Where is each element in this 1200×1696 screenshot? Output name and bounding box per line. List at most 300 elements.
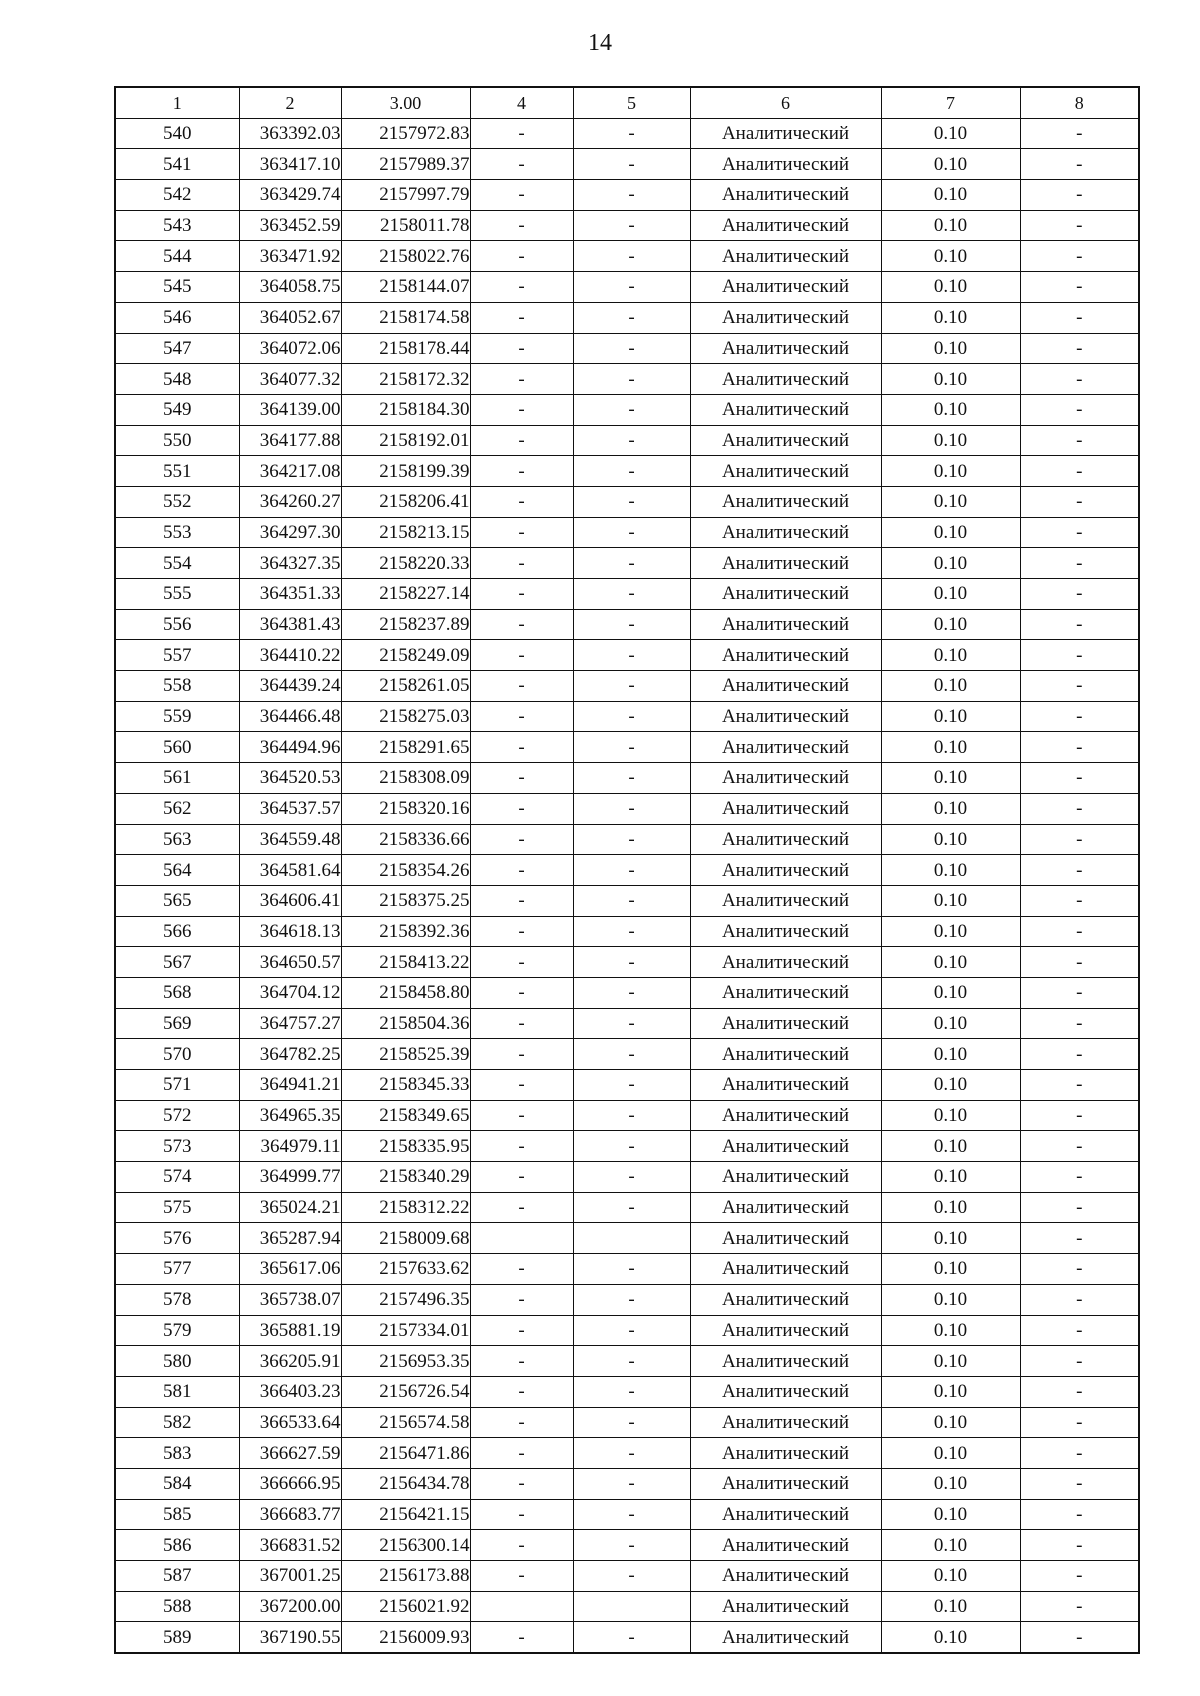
table-row [115, 149, 1139, 180]
cell-accuracy: 0.10 [881, 272, 1020, 303]
cell-x-coordinate: 364494.96 [239, 732, 341, 763]
cell-col-8: - [1020, 425, 1139, 456]
cell-point-number: 570 [115, 1039, 239, 1070]
cell-method: Аналитический [690, 947, 881, 978]
cell-y-coordinate: 2158227.14 [341, 579, 470, 610]
cell-method: Аналитический [690, 1530, 881, 1561]
cell-method: Аналитический [690, 456, 881, 487]
cell-y-coordinate: 2156574.58 [341, 1407, 470, 1438]
table-row [115, 1008, 1139, 1039]
cell-col-8: - [1020, 977, 1139, 1008]
cell-col-4: - [470, 1192, 573, 1223]
cell-y-coordinate: 2156421.15 [341, 1499, 470, 1530]
cell-col-4: - [470, 302, 573, 333]
column-header-3: 3.00 [341, 87, 470, 118]
cell-method: Аналитический [690, 149, 881, 180]
cell-point-number: 578 [115, 1284, 239, 1315]
cell-x-coordinate: 364260.27 [239, 486, 341, 517]
cell-point-number: 564 [115, 855, 239, 886]
cell-point-number: 581 [115, 1376, 239, 1407]
cell-method: Аналитический [690, 885, 881, 916]
cell-col-4: - [470, 855, 573, 886]
cell-y-coordinate: 2158220.33 [341, 548, 470, 579]
cell-y-coordinate: 2158249.09 [341, 640, 470, 671]
cell-method: Аналитический [690, 1100, 881, 1131]
cell-accuracy: 0.10 [881, 456, 1020, 487]
cell-x-coordinate: 364650.57 [239, 947, 341, 978]
cell-col-8: - [1020, 1254, 1139, 1285]
table-row [115, 1499, 1139, 1530]
cell-accuracy: 0.10 [881, 1070, 1020, 1101]
cell-col-4: - [470, 548, 573, 579]
cell-point-number: 568 [115, 977, 239, 1008]
cell-accuracy: 0.10 [881, 1438, 1020, 1469]
table-row [115, 1622, 1139, 1653]
cell-y-coordinate: 2157989.37 [341, 149, 470, 180]
cell-point-number: 551 [115, 456, 239, 487]
cell-col-8: - [1020, 1438, 1139, 1469]
cell-col-5: - [573, 364, 690, 395]
cell-point-number: 540 [115, 118, 239, 149]
cell-accuracy: 0.10 [881, 118, 1020, 149]
cell-x-coordinate: 364410.22 [239, 640, 341, 671]
cell-accuracy: 0.10 [881, 885, 1020, 916]
cell-col-4: - [470, 1070, 573, 1101]
table-row [115, 425, 1139, 456]
table-row [115, 1468, 1139, 1499]
cell-col-8: - [1020, 1468, 1139, 1499]
cell-x-coordinate: 365738.07 [239, 1284, 341, 1315]
cell-col-5: - [573, 1284, 690, 1315]
cell-point-number: 541 [115, 149, 239, 180]
cell-accuracy: 0.10 [881, 241, 1020, 272]
cell-x-coordinate: 363452.59 [239, 210, 341, 241]
cell-method: Аналитический [690, 394, 881, 425]
cell-col-5: - [573, 1039, 690, 1070]
cell-x-coordinate: 365617.06 [239, 1254, 341, 1285]
cell-col-4: - [470, 425, 573, 456]
cell-col-8: - [1020, 1070, 1139, 1101]
cell-col-5: - [573, 210, 690, 241]
cell-x-coordinate: 364077.32 [239, 364, 341, 395]
cell-method: Аналитический [690, 1561, 881, 1592]
cell-y-coordinate: 2158275.03 [341, 701, 470, 732]
cell-accuracy: 0.10 [881, 180, 1020, 211]
cell-col-5: - [573, 149, 690, 180]
cell-x-coordinate: 367200.00 [239, 1591, 341, 1622]
cell-accuracy: 0.10 [881, 1530, 1020, 1561]
cell-y-coordinate: 2158022.76 [341, 241, 470, 272]
table-body [115, 118, 1139, 1653]
cell-y-coordinate: 2158392.36 [341, 916, 470, 947]
cell-col-5: - [573, 916, 690, 947]
cell-col-5: - [573, 456, 690, 487]
cell-col-5: - [573, 1131, 690, 1162]
cell-col-5: - [573, 1100, 690, 1131]
table-row [115, 241, 1139, 272]
table-row [115, 302, 1139, 333]
cell-col-5: - [573, 394, 690, 425]
cell-accuracy: 0.10 [881, 548, 1020, 579]
table-row [115, 333, 1139, 364]
cell-col-5: - [573, 947, 690, 978]
cell-col-5: - [573, 548, 690, 579]
cell-accuracy: 0.10 [881, 149, 1020, 180]
cell-y-coordinate: 2156471.86 [341, 1438, 470, 1469]
cell-method: Аналитический [690, 1131, 881, 1162]
cell-col-4: - [470, 977, 573, 1008]
table-row [115, 763, 1139, 794]
table-row [115, 118, 1139, 149]
table-row [115, 1131, 1139, 1162]
cell-method: Аналитический [690, 1468, 881, 1499]
cell-col-5: - [573, 486, 690, 517]
cell-col-8: - [1020, 1284, 1139, 1315]
cell-x-coordinate: 363392.03 [239, 118, 341, 149]
cell-method: Аналитический [690, 1070, 881, 1101]
cell-col-4: - [470, 1438, 573, 1469]
cell-col-8: - [1020, 1039, 1139, 1070]
cell-y-coordinate: 2156009.93 [341, 1622, 470, 1653]
table-row [115, 210, 1139, 241]
cell-y-coordinate: 2158011.78 [341, 210, 470, 241]
cell-point-number: 558 [115, 671, 239, 702]
cell-col-5: - [573, 609, 690, 640]
cell-method: Аналитический [690, 1223, 881, 1254]
cell-col-5: - [573, 1407, 690, 1438]
cell-x-coordinate: 366533.64 [239, 1407, 341, 1438]
table-row [115, 1407, 1139, 1438]
cell-x-coordinate: 366403.23 [239, 1376, 341, 1407]
column-header-8: 8 [1020, 87, 1139, 118]
cell-col-5: - [573, 333, 690, 364]
cell-method: Аналитический [690, 517, 881, 548]
cell-point-number: 565 [115, 885, 239, 916]
table-row [115, 609, 1139, 640]
cell-col-8: - [1020, 1192, 1139, 1223]
cell-col-8: - [1020, 364, 1139, 395]
cell-y-coordinate: 2158354.26 [341, 855, 470, 886]
cell-col-8: - [1020, 793, 1139, 824]
cell-point-number: 585 [115, 1499, 239, 1530]
cell-y-coordinate: 2158199.39 [341, 456, 470, 487]
cell-y-coordinate: 2158340.29 [341, 1162, 470, 1193]
cell-x-coordinate: 364381.43 [239, 609, 341, 640]
cell-col-5: - [573, 640, 690, 671]
cell-col-5: - [573, 763, 690, 794]
cell-col-4: - [470, 1376, 573, 1407]
column-header-4: 4 [470, 87, 573, 118]
table-row [115, 486, 1139, 517]
cell-col-5: - [573, 732, 690, 763]
cell-x-coordinate: 365287.94 [239, 1223, 341, 1254]
cell-x-coordinate: 363417.10 [239, 149, 341, 180]
cell-col-8: - [1020, 1346, 1139, 1377]
table-row [115, 1591, 1139, 1622]
cell-y-coordinate: 2158349.65 [341, 1100, 470, 1131]
cell-method: Аналитический [690, 241, 881, 272]
cell-accuracy: 0.10 [881, 1376, 1020, 1407]
cell-accuracy: 0.10 [881, 579, 1020, 610]
table-row [115, 180, 1139, 211]
cell-x-coordinate: 364606.41 [239, 885, 341, 916]
table-row [115, 1530, 1139, 1561]
cell-col-5: - [573, 1254, 690, 1285]
cell-accuracy: 0.10 [881, 1468, 1020, 1499]
cell-col-4: - [470, 732, 573, 763]
cell-col-4: - [470, 241, 573, 272]
cell-method: Аналитический [690, 763, 881, 794]
cell-col-5: - [573, 1561, 690, 1592]
cell-accuracy: 0.10 [881, 671, 1020, 702]
cell-method: Аналитический [690, 1499, 881, 1530]
cell-y-coordinate: 2156953.35 [341, 1346, 470, 1377]
cell-x-coordinate: 364618.13 [239, 916, 341, 947]
cell-y-coordinate: 2158308.09 [341, 763, 470, 794]
cell-y-coordinate: 2157496.35 [341, 1284, 470, 1315]
cell-x-coordinate: 364965.35 [239, 1100, 341, 1131]
cell-point-number: 576 [115, 1223, 239, 1254]
cell-method: Аналитический [690, 1254, 881, 1285]
table-row [115, 1561, 1139, 1592]
cell-point-number: 547 [115, 333, 239, 364]
cell-col-4: - [470, 180, 573, 211]
cell-col-4: - [470, 824, 573, 855]
cell-point-number: 573 [115, 1131, 239, 1162]
cell-col-8: - [1020, 1162, 1139, 1193]
cell-accuracy: 0.10 [881, 1008, 1020, 1039]
table-row [115, 1438, 1139, 1469]
cell-point-number: 577 [115, 1254, 239, 1285]
cell-y-coordinate: 2158184.30 [341, 394, 470, 425]
cell-x-coordinate: 367001.25 [239, 1561, 341, 1592]
cell-col-4: - [470, 1008, 573, 1039]
table-row [115, 1162, 1139, 1193]
cell-point-number: 555 [115, 579, 239, 610]
cell-point-number: 584 [115, 1468, 239, 1499]
cell-y-coordinate: 2158312.22 [341, 1192, 470, 1223]
cell-method: Аналитический [690, 1162, 881, 1193]
cell-point-number: 572 [115, 1100, 239, 1131]
cell-x-coordinate: 366205.91 [239, 1346, 341, 1377]
cell-method: Аналитический [690, 977, 881, 1008]
cell-x-coordinate: 364941.21 [239, 1070, 341, 1101]
cell-col-8: - [1020, 241, 1139, 272]
table-row [115, 1284, 1139, 1315]
cell-method: Аналитический [690, 1407, 881, 1438]
cell-y-coordinate: 2156021.92 [341, 1591, 470, 1622]
cell-col-5: - [573, 425, 690, 456]
cell-col-4: - [470, 763, 573, 794]
cell-point-number: 556 [115, 609, 239, 640]
cell-x-coordinate: 366627.59 [239, 1438, 341, 1469]
cell-accuracy: 0.10 [881, 333, 1020, 364]
cell-accuracy: 0.10 [881, 1315, 1020, 1346]
cell-accuracy: 0.10 [881, 1192, 1020, 1223]
cell-col-8: - [1020, 548, 1139, 579]
cell-point-number: 553 [115, 517, 239, 548]
cell-col-4: - [470, 1346, 573, 1377]
cell-accuracy: 0.10 [881, 1499, 1020, 1530]
table-row [115, 701, 1139, 732]
cell-y-coordinate: 2158172.32 [341, 364, 470, 395]
cell-col-8: - [1020, 1223, 1139, 1254]
cell-col-4: - [470, 609, 573, 640]
cell-method: Аналитический [690, 364, 881, 395]
cell-col-8: - [1020, 149, 1139, 180]
cell-point-number: 571 [115, 1070, 239, 1101]
cell-point-number: 561 [115, 763, 239, 794]
cell-col-8: - [1020, 180, 1139, 211]
cell-method: Аналитический [690, 1591, 881, 1622]
cell-x-coordinate: 364072.06 [239, 333, 341, 364]
table-row [115, 977, 1139, 1008]
cell-col-8: - [1020, 1591, 1139, 1622]
cell-col-8: - [1020, 1407, 1139, 1438]
cell-col-8: - [1020, 732, 1139, 763]
cell-col-5: - [573, 1376, 690, 1407]
column-header-6: 6 [690, 87, 881, 118]
cell-method: Аналитический [690, 302, 881, 333]
cell-y-coordinate: 2158009.68 [341, 1223, 470, 1254]
table-row [115, 640, 1139, 671]
cell-accuracy: 0.10 [881, 916, 1020, 947]
cell-point-number: 559 [115, 701, 239, 732]
cell-col-4: - [470, 118, 573, 149]
cell-x-coordinate: 364466.48 [239, 701, 341, 732]
cell-col-5: - [573, 1622, 690, 1653]
cell-col-4: - [470, 640, 573, 671]
cell-accuracy: 0.10 [881, 1561, 1020, 1592]
cell-col-8: - [1020, 763, 1139, 794]
table-row [115, 732, 1139, 763]
cell-x-coordinate: 364581.64 [239, 855, 341, 886]
cell-col-8: - [1020, 456, 1139, 487]
cell-y-coordinate: 2158335.95 [341, 1131, 470, 1162]
cell-col-5: - [573, 1162, 690, 1193]
cell-col-4: - [470, 210, 573, 241]
cell-y-coordinate: 2158291.65 [341, 732, 470, 763]
table-row [115, 1315, 1139, 1346]
cell-col-8: - [1020, 579, 1139, 610]
cell-accuracy: 0.10 [881, 1131, 1020, 1162]
cell-method: Аналитический [690, 793, 881, 824]
cell-col-8: - [1020, 640, 1139, 671]
table-row [115, 1039, 1139, 1070]
table-row [115, 456, 1139, 487]
cell-method: Аналитический [690, 1346, 881, 1377]
cell-accuracy: 0.10 [881, 1591, 1020, 1622]
cell-x-coordinate: 366683.77 [239, 1499, 341, 1530]
cell-method: Аналитический [690, 486, 881, 517]
cell-accuracy: 0.10 [881, 364, 1020, 395]
cell-method: Аналитический [690, 1284, 881, 1315]
cell-accuracy: 0.10 [881, 1100, 1020, 1131]
cell-col-5: - [573, 1070, 690, 1101]
coordinates-table [114, 86, 1140, 1654]
table-row [115, 1192, 1139, 1223]
cell-col-8: - [1020, 118, 1139, 149]
cell-x-coordinate: 364327.35 [239, 548, 341, 579]
cell-method: Аналитический [690, 272, 881, 303]
cell-col-8: - [1020, 517, 1139, 548]
cell-col-4: - [470, 793, 573, 824]
cell-col-4: - [470, 333, 573, 364]
cell-col-5: - [573, 118, 690, 149]
cell-col-5: - [573, 824, 690, 855]
cell-col-4: - [470, 1499, 573, 1530]
cell-point-number: 550 [115, 425, 239, 456]
cell-col-8: - [1020, 885, 1139, 916]
cell-method: Аналитический [690, 609, 881, 640]
cell-col-8: - [1020, 333, 1139, 364]
cell-col-5: - [573, 180, 690, 211]
cell-col-8: - [1020, 1131, 1139, 1162]
cell-y-coordinate: 2156726.54 [341, 1376, 470, 1407]
cell-col-8: - [1020, 210, 1139, 241]
cell-point-number: 587 [115, 1561, 239, 1592]
cell-y-coordinate: 2158336.66 [341, 824, 470, 855]
cell-point-number: 562 [115, 793, 239, 824]
cell-point-number: 589 [115, 1622, 239, 1653]
table-row [115, 671, 1139, 702]
cell-col-5: - [573, 272, 690, 303]
table-row [115, 548, 1139, 579]
cell-col-4 [470, 1223, 573, 1254]
cell-x-coordinate: 366666.95 [239, 1468, 341, 1499]
cell-col-5 [573, 1223, 690, 1254]
cell-y-coordinate: 2156173.88 [341, 1561, 470, 1592]
cell-point-number: 567 [115, 947, 239, 978]
cell-col-5: - [573, 517, 690, 548]
cell-x-coordinate: 364297.30 [239, 517, 341, 548]
cell-x-coordinate: 364782.25 [239, 1039, 341, 1070]
cell-col-5: - [573, 855, 690, 886]
cell-point-number: 560 [115, 732, 239, 763]
cell-col-4: - [470, 947, 573, 978]
cell-col-4: - [470, 1315, 573, 1346]
cell-col-5: - [573, 701, 690, 732]
table-row [115, 1100, 1139, 1131]
table-row [115, 517, 1139, 548]
cell-col-5: - [573, 977, 690, 1008]
cell-point-number: 582 [115, 1407, 239, 1438]
column-header-5: 5 [573, 87, 690, 118]
cell-x-coordinate: 363471.92 [239, 241, 341, 272]
cell-col-4: - [470, 701, 573, 732]
cell-point-number: 583 [115, 1438, 239, 1469]
cell-col-8: - [1020, 486, 1139, 517]
cell-y-coordinate: 2158144.07 [341, 272, 470, 303]
cell-col-8: - [1020, 609, 1139, 640]
cell-method: Аналитический [690, 425, 881, 456]
cell-x-coordinate: 364979.11 [239, 1131, 341, 1162]
cell-y-coordinate: 2156434.78 [341, 1468, 470, 1499]
cell-col-4: - [470, 394, 573, 425]
cell-col-8: - [1020, 1499, 1139, 1530]
cell-col-4: - [470, 517, 573, 548]
table-row [115, 394, 1139, 425]
cell-method: Аналитический [690, 1008, 881, 1039]
table-row [115, 579, 1139, 610]
cell-accuracy: 0.10 [881, 977, 1020, 1008]
cell-col-5: - [573, 579, 690, 610]
cell-col-5 [573, 1591, 690, 1622]
cell-accuracy: 0.10 [881, 640, 1020, 671]
cell-x-coordinate: 364757.27 [239, 1008, 341, 1039]
cell-method: Аналитический [690, 1376, 881, 1407]
cell-point-number: 563 [115, 824, 239, 855]
